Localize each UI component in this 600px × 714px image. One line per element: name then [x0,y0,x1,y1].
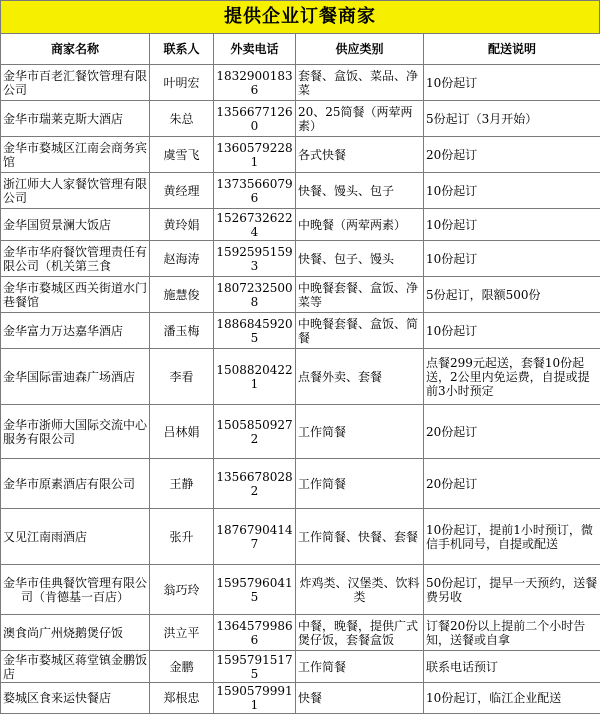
contact-cell: 黄玲娟 [150,209,214,241]
table-row [1,405,600,459]
table-row [1,651,600,683]
note-cell: 5份起订（3月开始） [424,101,600,137]
table-row [1,137,600,173]
merchant-name-cell: 金华市瑞莱克斯大酒店 [1,101,150,137]
contact-cell: 虞雪飞 [150,137,214,173]
phone-cell: 15957960415 [214,565,296,615]
phone-cell: 13605792281 [214,137,296,173]
note-cell: 50份起订，提早一天预约，送餐费另收 [424,565,600,615]
table-row [1,459,600,509]
table-row [1,277,600,313]
merchant-name-cell: 澳食尚广州烧鹅煲仔饭 [1,615,150,651]
table-row [1,349,600,405]
contact-cell: 翁巧玲 [150,565,214,615]
merchant-name-cell: 金华市原素酒店有限公司 [1,459,150,509]
table-row [1,509,600,565]
contact-cell: 金鹏 [150,651,214,683]
column-header-phone: 外卖电话 [214,34,296,65]
contact-cell: 王静 [150,459,214,509]
merchant-name-cell: 金华国贸景澜大饭店 [1,209,150,241]
note-cell: 10份起订 [424,65,600,101]
column-header-note: 配送说明 [424,34,600,65]
category-cell: 快餐、包子、馒头 [296,241,424,277]
table-row [1,565,600,615]
merchant-name-cell: 金华市百老汇餐饮管理有限公司 [1,65,150,101]
category-cell: 炸鸡类、汉堡类、饮料类 [296,565,424,615]
merchant-name-cell: 金华市婺城区西关街道水门巷餐馆 [1,277,150,313]
merchant-name-cell: 又见江南雨酒店 [1,509,150,565]
note-cell: 20份起订 [424,459,600,509]
category-cell: 点餐外卖、套餐 [296,349,424,405]
note-cell: 20份起订 [424,137,600,173]
merchant-name-text: 金华市华府餐饮管理责任有限公司（机关第三食 [3,245,147,273]
merchant-name-cell: 婺城区食来运快餐店 [1,683,150,714]
category-cell: 快餐、馒头、包子 [296,173,424,209]
phone-cell: 18868459205 [214,313,296,349]
contact-cell: 李看 [150,349,214,405]
note-cell: 10份起订 [424,173,600,209]
table-row [1,173,600,209]
phone-cell: 15957915175 [214,651,296,683]
table-row [1,101,600,137]
category-cell: 中晚餐套餐、盒饭、净菜等 [296,277,424,313]
merchant-name-cell: 金华市佳典餐饮管理有限公司（肯德基一百店） [1,565,150,615]
table-row [1,65,600,101]
merchant-table [0,33,600,714]
category-cell: 工作简餐 [296,459,424,509]
column-header-name: 商家名称 [1,34,150,65]
category-cell: 各式快餐 [296,137,424,173]
note-cell: 10份起订 [424,209,600,241]
merchant-name-cell: 浙江师大人家餐饮管理有限公司 [1,173,150,209]
contact-cell: 吕林娟 [150,405,214,459]
category-cell: 20、25简餐（两荤两素） [296,101,424,137]
contact-cell: 郑根忠 [150,683,214,714]
contact-cell: 黄经理 [150,173,214,209]
merchant-name-cell: 金华市婺城区蒋堂镇金鹏饭店 [1,651,150,683]
table-row [1,209,600,241]
phone-cell: 13566771260 [214,101,296,137]
note-cell: 联系电话预订 [424,651,600,683]
note-cell: 订餐20份以上提前二个小时告知，送餐或自拿 [424,615,600,651]
phone-cell: 13566780282 [214,459,296,509]
note-cell: 20份起订 [424,405,600,459]
phone-cell: 15267326224 [214,209,296,241]
contact-cell: 张升 [150,509,214,565]
phone-cell: 15925951593 [214,241,296,277]
merchant-name-cell: 金华国际雷迪森广场酒店 [1,349,150,405]
table-row [1,615,600,651]
table-row [1,683,600,714]
phone-cell: 18329001836 [214,65,296,101]
note-cell: 5份起订，限额500份 [424,277,600,313]
phone-cell: 18072325008 [214,277,296,313]
column-header-category: 供应类别 [296,34,424,65]
merchant-name-cell: 金华市婺城区江南会商务宾馆 [1,137,150,173]
note-cell: 点餐299元起送，套餐10份起送，2公里内免运费，自提或提前3小时预定 [424,349,600,405]
table-header-row [1,34,600,65]
contact-cell: 潘玉梅 [150,313,214,349]
phone-cell: 15058509272 [214,405,296,459]
category-cell: 工作简餐、快餐、套餐 [296,509,424,565]
table-row [1,241,600,277]
contact-cell: 洪立平 [150,615,214,651]
category-cell: 中晚餐套餐、盒饭、简餐 [296,313,424,349]
category-cell: 快餐 [296,683,424,714]
contact-cell: 朱总 [150,101,214,137]
contact-cell: 施慧俊 [150,277,214,313]
merchant-name-cell: 金华富力万达嘉华酒店 [1,313,150,349]
table-row [1,313,600,349]
note-cell: 10份起订 [424,313,600,349]
phone-cell: 18767904147 [214,509,296,565]
category-cell: 工作简餐 [296,405,424,459]
phone-cell: 13645799866 [214,615,296,651]
note-cell: 10份起订，提前1小时预订，微信手机同号，自提或配送 [424,509,600,565]
category-cell: 套餐、盒饭、菜品、净菜 [296,65,424,101]
phone-cell: 15905799911 [214,683,296,714]
category-cell: 中晚餐（两荤两素） [296,209,424,241]
category-cell: 中餐，晚餐，提供广式煲仔饭，套餐盒饭 [296,615,424,651]
note-cell: 10份起订 [424,241,600,277]
contact-cell: 叶明宏 [150,65,214,101]
category-cell: 工作简餐 [296,651,424,683]
merchant-name-cell [1,241,150,277]
contact-cell: 赵海涛 [150,241,214,277]
phone-cell: 15088204221 [214,349,296,405]
column-header-contact: 联系人 [150,34,214,65]
note-cell: 10份起订，临江企业配送 [424,683,600,714]
merchant-name-cell: 金华市浙师大国际交流中心服务有限公司 [1,405,150,459]
phone-cell: 13735660796 [214,173,296,209]
page-title: 提供企业订餐商家 [0,0,600,33]
